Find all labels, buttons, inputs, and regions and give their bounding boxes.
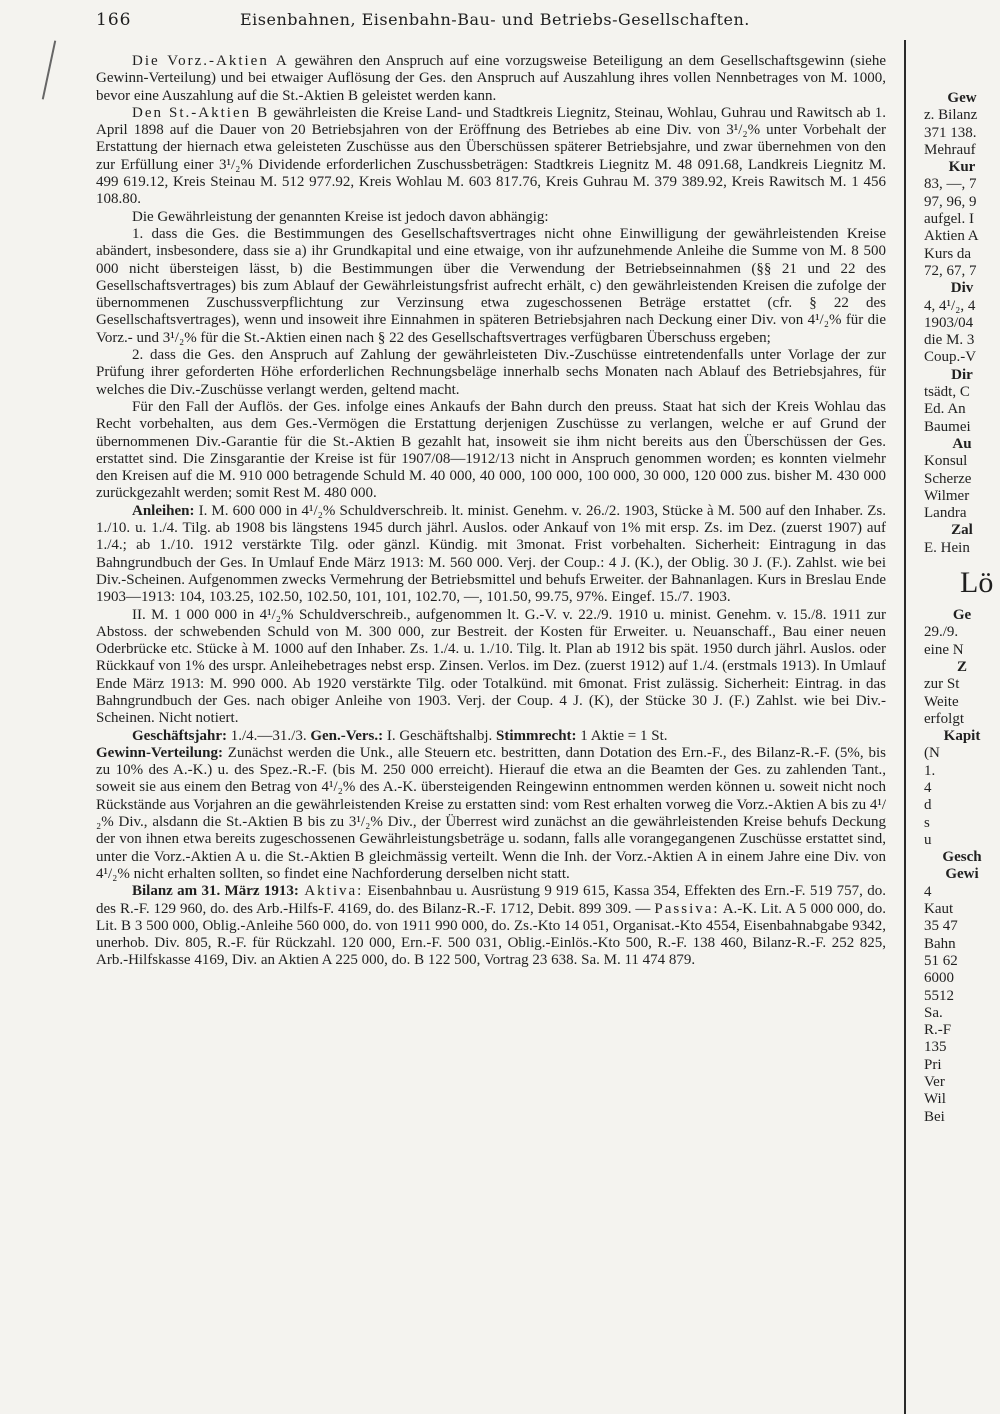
paragraph-bilanz <box>96 883 886 969</box>
right-column-line: Gew <box>947 90 977 106</box>
paragraph-geschaeftsjahr <box>96 728 886 745</box>
right-column-line: Kaut <box>924 901 954 918</box>
right-column-line: 51 62 <box>924 952 958 969</box>
section-heading: Stimmrecht: <box>496 727 577 744</box>
paragraph-aufloesung: Für den Fall der Auflös. der Ges. infolge eines Ankaufs der Bahn durch den preuss. Staat hat sich der Kreis Wohlau das Recht vorbehalten, aus dem Ges.-Vermögen die Erstattung derjenigen Zuschüsse zu verlangen, welche er auf Grund der übernommenen Div.-Garantie für die St.-Aktien B gezahlt hat, insoweit sie ihm nicht bereits aus den Überschüssen der Ges. erstattet sind. Die Zinsgarantie der Kreise ist für 1907/08—1912/13 nicht in Anspruch genommen worden; es konnten vielmehr den Kreisen auf die M. 910 000 betragende Schuld M. 40 000, 40 000, 100 000, 100 000, 30 000, 120 000 zus. bisher M. 430 000 zurückgezahlt werden; somit Rest M. 480 000. <box>96 398 886 502</box>
right-column-line: z. Bilanz <box>924 107 978 124</box>
right-column-line: Div <box>950 280 974 297</box>
right-column-line: 4 <box>924 779 932 796</box>
paragraph-text: gewährleisten die Kreise Land- und Stadtkreis Liegnitz, Steinau, Wohlau, Guhrau und Rawitsch ab 1. April 1898 auf die Dauer von 20 Betriebsjahren von der Eröffnung des Betriebes ab eine Div. von 3¹/₂% unter Vorbehalt der Erstattung der hiernach etwa geleisteten Zuschüsse aus den Überschüssen späterer Betriebsjahre, und zwar übernehmen von den zur Erfüllung einer 3¹/₂% Dividende erforderlichen Zuschussbeträgen: Stadtkreis Liegnitz M. 48 091.68, Landkreis Liegnitz M. 499 619.12, Kreis Steinau M. 512 977.92, Kreis Wohlau M. 603 817.76, Kreis Guhrau M. 379 389.92, Kreis Rawitsch M. 1 456 108.80. <box>96 104 886 208</box>
right-column-line: Dir <box>951 366 973 383</box>
paragraph-condition-2: 2. dass die Ges. den Anspruch auf Zahlung der gewährleisteten Div.-Zuschüsse eintretendenfalls unter Vorlage der zur Prüfung ihrer geforderten Höhe erforderlichen Rechnungsbeläge innerhalb sechs Monaten nach Ablauf des Betriebsjahres, für welches die Div.-Zuschüsse verlangt werden, geltend macht. <box>96 347 886 398</box>
right-column-fragment <box>924 90 1000 1126</box>
right-column-line: 29./9. <box>924 624 959 641</box>
right-column-line: Ge <box>952 607 972 624</box>
right-column-line: Ed. An <box>924 401 966 418</box>
section-heading: Anleihen: <box>132 502 195 519</box>
right-column-line: eine N <box>924 641 964 658</box>
section-heading: Gewinn-Verteilung: <box>96 744 223 761</box>
running-head: Eisenbahnen, Eisenbahn-Bau- und Betriebs-Gesellschaften. <box>240 10 750 29</box>
right-column-line: 4 <box>924 883 932 900</box>
right-column-line: Kurs da <box>924 245 972 262</box>
right-column-line: 72, 67, 7 <box>924 262 977 279</box>
right-column-line: erfolgt <box>924 710 964 727</box>
right-column-line: Aktien A <box>924 228 979 245</box>
right-column-line: Wilmer <box>924 487 970 504</box>
paragraph-text: 1 Aktie = 1 St. <box>576 727 668 744</box>
right-column-line: Z <box>956 658 967 675</box>
spaced-term: Aktiva: <box>298 883 364 900</box>
spaced-term: Die Vorz.-Aktien A <box>132 53 289 69</box>
paragraph-text: Zunächst werden die Unk., alle Steuern etc. bestritten, dann Dotation des Ern.-F., des Bilanz-R.-F. (5%, bis zu 10% des A.-K.) u. des Spez.-R.-F. (bis M. 250 000 erreicht). Hierauf die etwa an die Beamten der Ges. zu zahlenden Tant., soweit sie aus einem den Betrag von 4¹/₂% des A.-K. übersteigenden Reingewinn entnommen werden können u. soweit nicht noch Rückstände aus Vorjahren an die gewährleistenden Kreise zu erstatten sind: vom Rest erhalten vorweg die Vorz.-Aktien A bis zu 4¹/₂% Div., alsdann die St.-Aktien B bis zu 3¹/₂% Div., der Überrest wird zunächst an die gewährleistenden Kreise behufs Deckung der von ihnen etwa bereits zugeschossenen Gewährleistungsbeträge u. sodann, falls alle vorangegangenen Zuschüsse erstattet sind, unter die Vorz.-Aktien A u. die St.-Aktien B gleichmässig verteilt. Wenn die Inh. der Vorz.-Aktien A in einem Jahre eine Div. von 4¹/₂% nicht erhalten sollten, so findet eine Nachforderung derselben nicht statt. <box>96 744 886 882</box>
right-column-line: R.-F <box>924 1022 952 1039</box>
paragraph-text: I. Geschäftshalbj. <box>383 727 496 744</box>
paragraph-anleihen <box>96 503 886 607</box>
paragraph-text: A.-K. Lit. A 5 000 000, do. Lit. B 3 500 000, Oblig.-Anleihe 560 000, do. von 1911 990 000, do. Zs.-Kto 14 051, Organisat.-Kto 4554, Eisenbahnabgabe 9342, unerhob. Div. 805, R.-F. für Rückzahl. 120 000, Ern.-F. 500 031, Oblig.-Einlös.-Kto 500, R.-F. 138 460, Bilanz-R.-F. 252 825, Arb.-Hilfskasse 4169, Div. an Aktien A 225 000, do. B 122 500, Vortrag 23 638. Sa. M. 11 474 879. <box>96 900 886 969</box>
right-column-line: Coup.-V <box>924 349 977 366</box>
paragraph-anleihen-2: II. M. 1 000 000 in 4¹/₂% Schuldverschreib., aufgenommen lt. G.-V. v. 22./9. 1910 u. minist. Genehm. v. 15./8. 1911 zur Abstoss. der schwebenden Schuld von M. 300 000, zur Bestreit. der Kosten für Erweiter. u. Neuanschaff., Bau einer neuen Oderbrücke etc. Stücke à M. 1000 auf den Inhaber. Zs. 1./4. u. 1./10. Tilg. lt. Plan ab 1912 bis spät. 1950 durch jährl. Auslos. oder Rückkauf von 1% des urspr. Anleihebetrages nebst ersp. Zinsen. Verlos. im Dez. (zuerst 1912) auf 1./4. (erstmals 1913). In Umlauf Ende März 1913: M. 990 000. Ab 1920 verstärkte Tilg. oder Totalkünd. mit 6monat. Frist zulässig. Sicherheit: Eintrag. in das Bahngrundbuch der Ges. nach obiger Anleihe von 1903. Verj. der Coup. 4 J. (K), der Stücke 30 J. (F.) Zahlst. wie bei Div.-Scheinen. Nicht notiert. <box>96 606 886 727</box>
right-column-line: Landra <box>924 505 967 522</box>
paragraph-vorz-aktien <box>96 53 886 105</box>
right-column-line: 6000 <box>924 970 954 987</box>
right-column-line: u <box>924 831 932 848</box>
main-column <box>96 53 886 970</box>
column-rule <box>904 40 906 1414</box>
paragraph-text: gewähren den Anspruch auf eine vorzugsweise Beteiligung an dem Gesellschaftsgewinn (siehe Gewinn-Verteilung) und bei etwaiger Auflösung der Ges. den Anspruch auf Auszahlung ihres vollen Nennbetrages von M. 1000, bevor eine Auszahlung auf die St.-Aktien B geleistet werden kann. <box>96 53 887 104</box>
spaced-term: Passiva: <box>654 900 720 917</box>
paragraph-text: Eisenbahnbau u. Ausrüstung 9 919 615, Kassa 354, Effekten des Ern.-F. 519 757, do. des R.-F. 129 960, do. des Arb.-Hilfs-F. 4169, do. des Bilanz-R.-F. 1712, Debit. 899 309. — <box>96 883 886 917</box>
right-column-line: Gesch <box>942 849 982 866</box>
right-column-line: Bei <box>924 1108 945 1125</box>
right-column-line: Weite <box>924 693 959 710</box>
paragraph-gewaehrleistung: Die Gewährleistung der genannten Kreise ist jedoch davon abhängig: <box>132 208 549 225</box>
section-heading: Gen.-Vers.: <box>310 727 384 744</box>
right-column-line: Sa. <box>924 1004 943 1021</box>
page-number: 166 <box>96 10 132 30</box>
section-heading: Geschäftsjahr: <box>132 727 227 744</box>
right-column-line: s <box>924 814 930 831</box>
section-heading: Bilanz am 31. März 1913: <box>132 883 299 900</box>
paragraph-text: I. M. 600 000 in 4¹/₂% Schuldverschreib. lt. minist. Genehm. v. 26./2. 1903, Stücke à M. 500 auf den Inhaber. Zs. 1./10. u. 1./4. Tilg. ab 1908 bis längstens 1945 durch jährl. Auslos. oder Ankauf von 1% mit ersp. Zs. im Dez. (zuerst 1907) auf 1./4.; ab 1./10. 1912 verstärkte Tilg. oder gänzl. Kündig. mit 3monat. Frist vorbehalten. Sicherheit: Eintragung in das Bahngrundbuch der Ges. In Umlauf Ende März 1913: M. 560 000. Verj. der Coup.: 4 J. (K.), der Oblig. 30 J. (F.). Zahlst. wie bei Div.-Scheinen. Aufgenommen zwecks Vermehrung der Betriebsmittel und behufs Erweiter. der Bahnanlagen. Kurs in Breslau Ende 1903—1913: 104, 103.25, 102.50, 102.50, 101, 101, 102.70, —, 101.50, 99.75, 97%. Eingef. 15./7. 1903. <box>96 502 886 606</box>
right-column-line: Gewi <box>945 866 979 883</box>
right-column-line: Kapit <box>943 728 981 745</box>
right-column-line: (N <box>924 745 940 762</box>
right-column-line: Au <box>952 435 972 452</box>
right-column-line: Baumei <box>924 418 971 435</box>
paragraph-st-aktien <box>96 105 886 209</box>
margin-mark <box>42 40 56 99</box>
right-column-line: Kur <box>948 159 976 176</box>
right-column-line: zur St <box>924 676 960 693</box>
right-column-line: Lö <box>960 566 994 600</box>
right-column-line: 35 47 <box>924 918 958 935</box>
paragraph-condition-1: 1. dass die Ges. die Bestimmungen des Gesellschaftsvertrages nicht ohne Einwilligung der gewährleistenden Kreise abändert, insbesondere, dass sie a) ihr Grundkapital und eine etwaige, von ihr aufzunehmende Anleihe die Summe von M. 8 500 000 nicht übersteigen lässt, b) die Bestimmungen über die Verwendung der Betriebseinnahmen (§§ 21 und 22 des Gesellschaftsvertrages) bis zum Ablauf der Gewährleistungsfrist aufrecht erhält, c) den gewährleistenden Kreisen die zufolge der übernommenen Zuschussverpflichtung zur Verzinsung etwa zugeschossenen Beträge erstattet (cfr. § 22 des Gesellschaftsvertrages), wenn und insoweit ihre Einnahmen in späteren Betriebsjahren nach Deckung einer Div. von 4¹/₂% für die Vorz.- und 3¹/₂% für die St.-Aktien einen nach § 22 des Gesellschaftsvertrages verfügbaren Überschuss ergeben; <box>96 225 886 346</box>
right-column-line: 83, —, 7 <box>924 176 977 193</box>
right-column-line: Pri <box>924 1056 942 1073</box>
right-column-line: die M. 3 <box>924 332 975 349</box>
right-column-line: aufgel. I <box>924 211 974 228</box>
right-column-line: 135 <box>924 1039 947 1056</box>
right-column-line: 5512 <box>924 987 954 1004</box>
right-column-line: Mehrauf <box>924 141 976 158</box>
right-column-line: 4, 4¹/₂, 4 <box>924 297 976 314</box>
right-column-line: 97, 96, 9 <box>924 193 977 210</box>
right-column-line: Scherze <box>924 470 972 487</box>
right-column-line: d <box>924 797 932 814</box>
right-column-line: E. Hein <box>924 539 970 556</box>
right-column-line: Bahn <box>924 935 956 952</box>
right-column-line: Konsul <box>924 453 968 470</box>
right-column-line: Ver <box>924 1074 945 1091</box>
spaced-term: Den St.-Aktien B <box>132 104 270 121</box>
paragraph-text: 1./4.—31./3. <box>226 727 311 744</box>
paragraph-gewinn-verteilung <box>96 745 886 883</box>
right-column-line: 1903/04 <box>924 314 974 331</box>
right-column-line: 371 138. <box>924 124 977 141</box>
right-column-line: 1. <box>924 762 936 779</box>
right-column-line: Zal <box>951 522 973 539</box>
right-column-line: tsädt, C <box>924 384 970 401</box>
right-column-line: Wil <box>924 1091 946 1108</box>
